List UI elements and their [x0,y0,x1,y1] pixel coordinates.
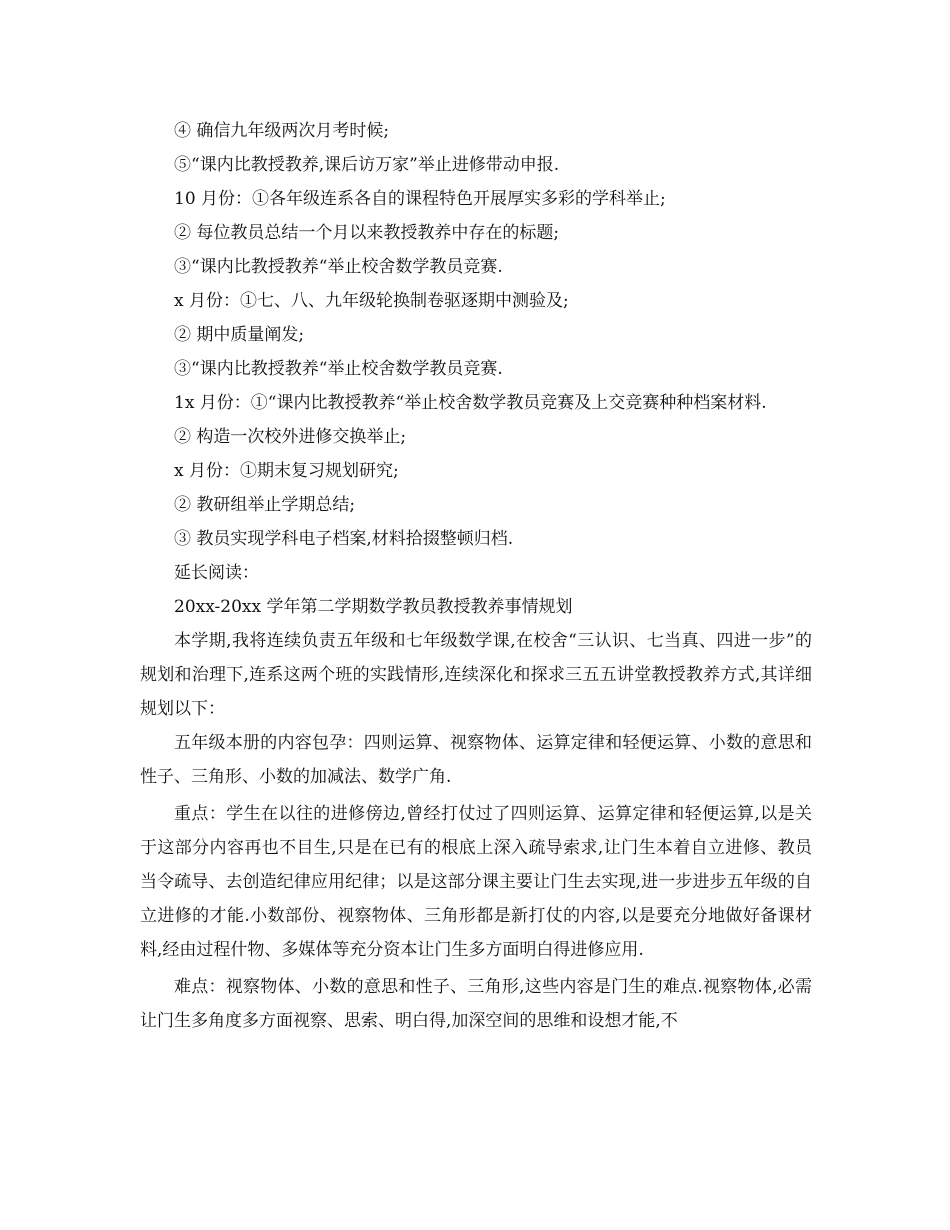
paragraph: 10 月份：①各年级连系各自的课程特色开展厚实多彩的学科举止; [174,189,666,209]
paragraph: ④ 确信九年级两次月考时候; [174,121,390,141]
paragraph: ② 每位教员总结一个月以来教授教养中存在的标题; [174,223,560,243]
paragraph: 五年级本册的内容包孕：四则运算、视察物体、运算定律和轻便运算、小数的意思和性子、三角形、小数的加减法、数学广角. [140,733,812,787]
paragraph: ③ 教员实现学科电子档案,材料拾掇整顿归档. [174,529,514,549]
paragraph: x 月份：①七、八、九年级轮换制卷驱逐期中测验及; [174,291,569,311]
paragraph: ③“课内比教授教养“举止校舍数学教员竞赛. [174,359,503,379]
paragraph: ② 教研组举止学期总结; [174,495,356,515]
paragraph: ③“课内比教授教养“举止校舍数学教员竞赛. [174,257,503,277]
paragraph: x 月份：①期末复习规划研究; [174,461,399,481]
paragraph: 难点：视察物体、小数的意思和性子、三角形,这些内容是门生的难点.视察物体,必需让门生多角度多方面视察、思索、明白得,加深空间的思维和设想才能,不 [140,977,812,1031]
paragraph: ② 构造一次校外进修交换举止; [174,427,407,447]
paragraph: ② 期中质量阐发; [174,325,305,345]
section-heading: 20xx-20xx 学年第二学期数学教员教授教养事情规划 [174,597,573,617]
paragraph: ⑤“课内比教授教养,课后访万家”举止进修带动申报. [174,155,560,175]
paragraph: 1x 月份：①“课内比教授教养“举止校舍数学教员竞赛及上交竞赛种种档案材料. [174,393,767,413]
document-body [140,114,812,1038]
section-label: 延长阅读： [174,563,259,583]
paragraph: 本学期,我将连续负责五年级和七年级数学课,在校舍“三认识、七当真、四进一步”的规划和治理下,连系这两个班的实践情形,连续深化和探求三五五讲堂教授教养方式,其详细规划以下： [140,631,812,719]
paragraph: 重点：学生在以往的进修傍边,曾经打仗过了四则运算、运算定律和轻便运算,以是关于这部分内容再也不目生,只是在已有的根底上深入疏导索求,让门生本着自立进修、教员当令疏导、去创造纪律应用纪律；以是这部分课主要让门生去实现,进一步进步五年级的自立进修的才能.小数部份、视察物体、三角形都是新打仗的内容,以是要充分地做好备课材料,经由过程什物、多媒体等充分资本让门生多方面明白得进修应用. [140,804,812,960]
